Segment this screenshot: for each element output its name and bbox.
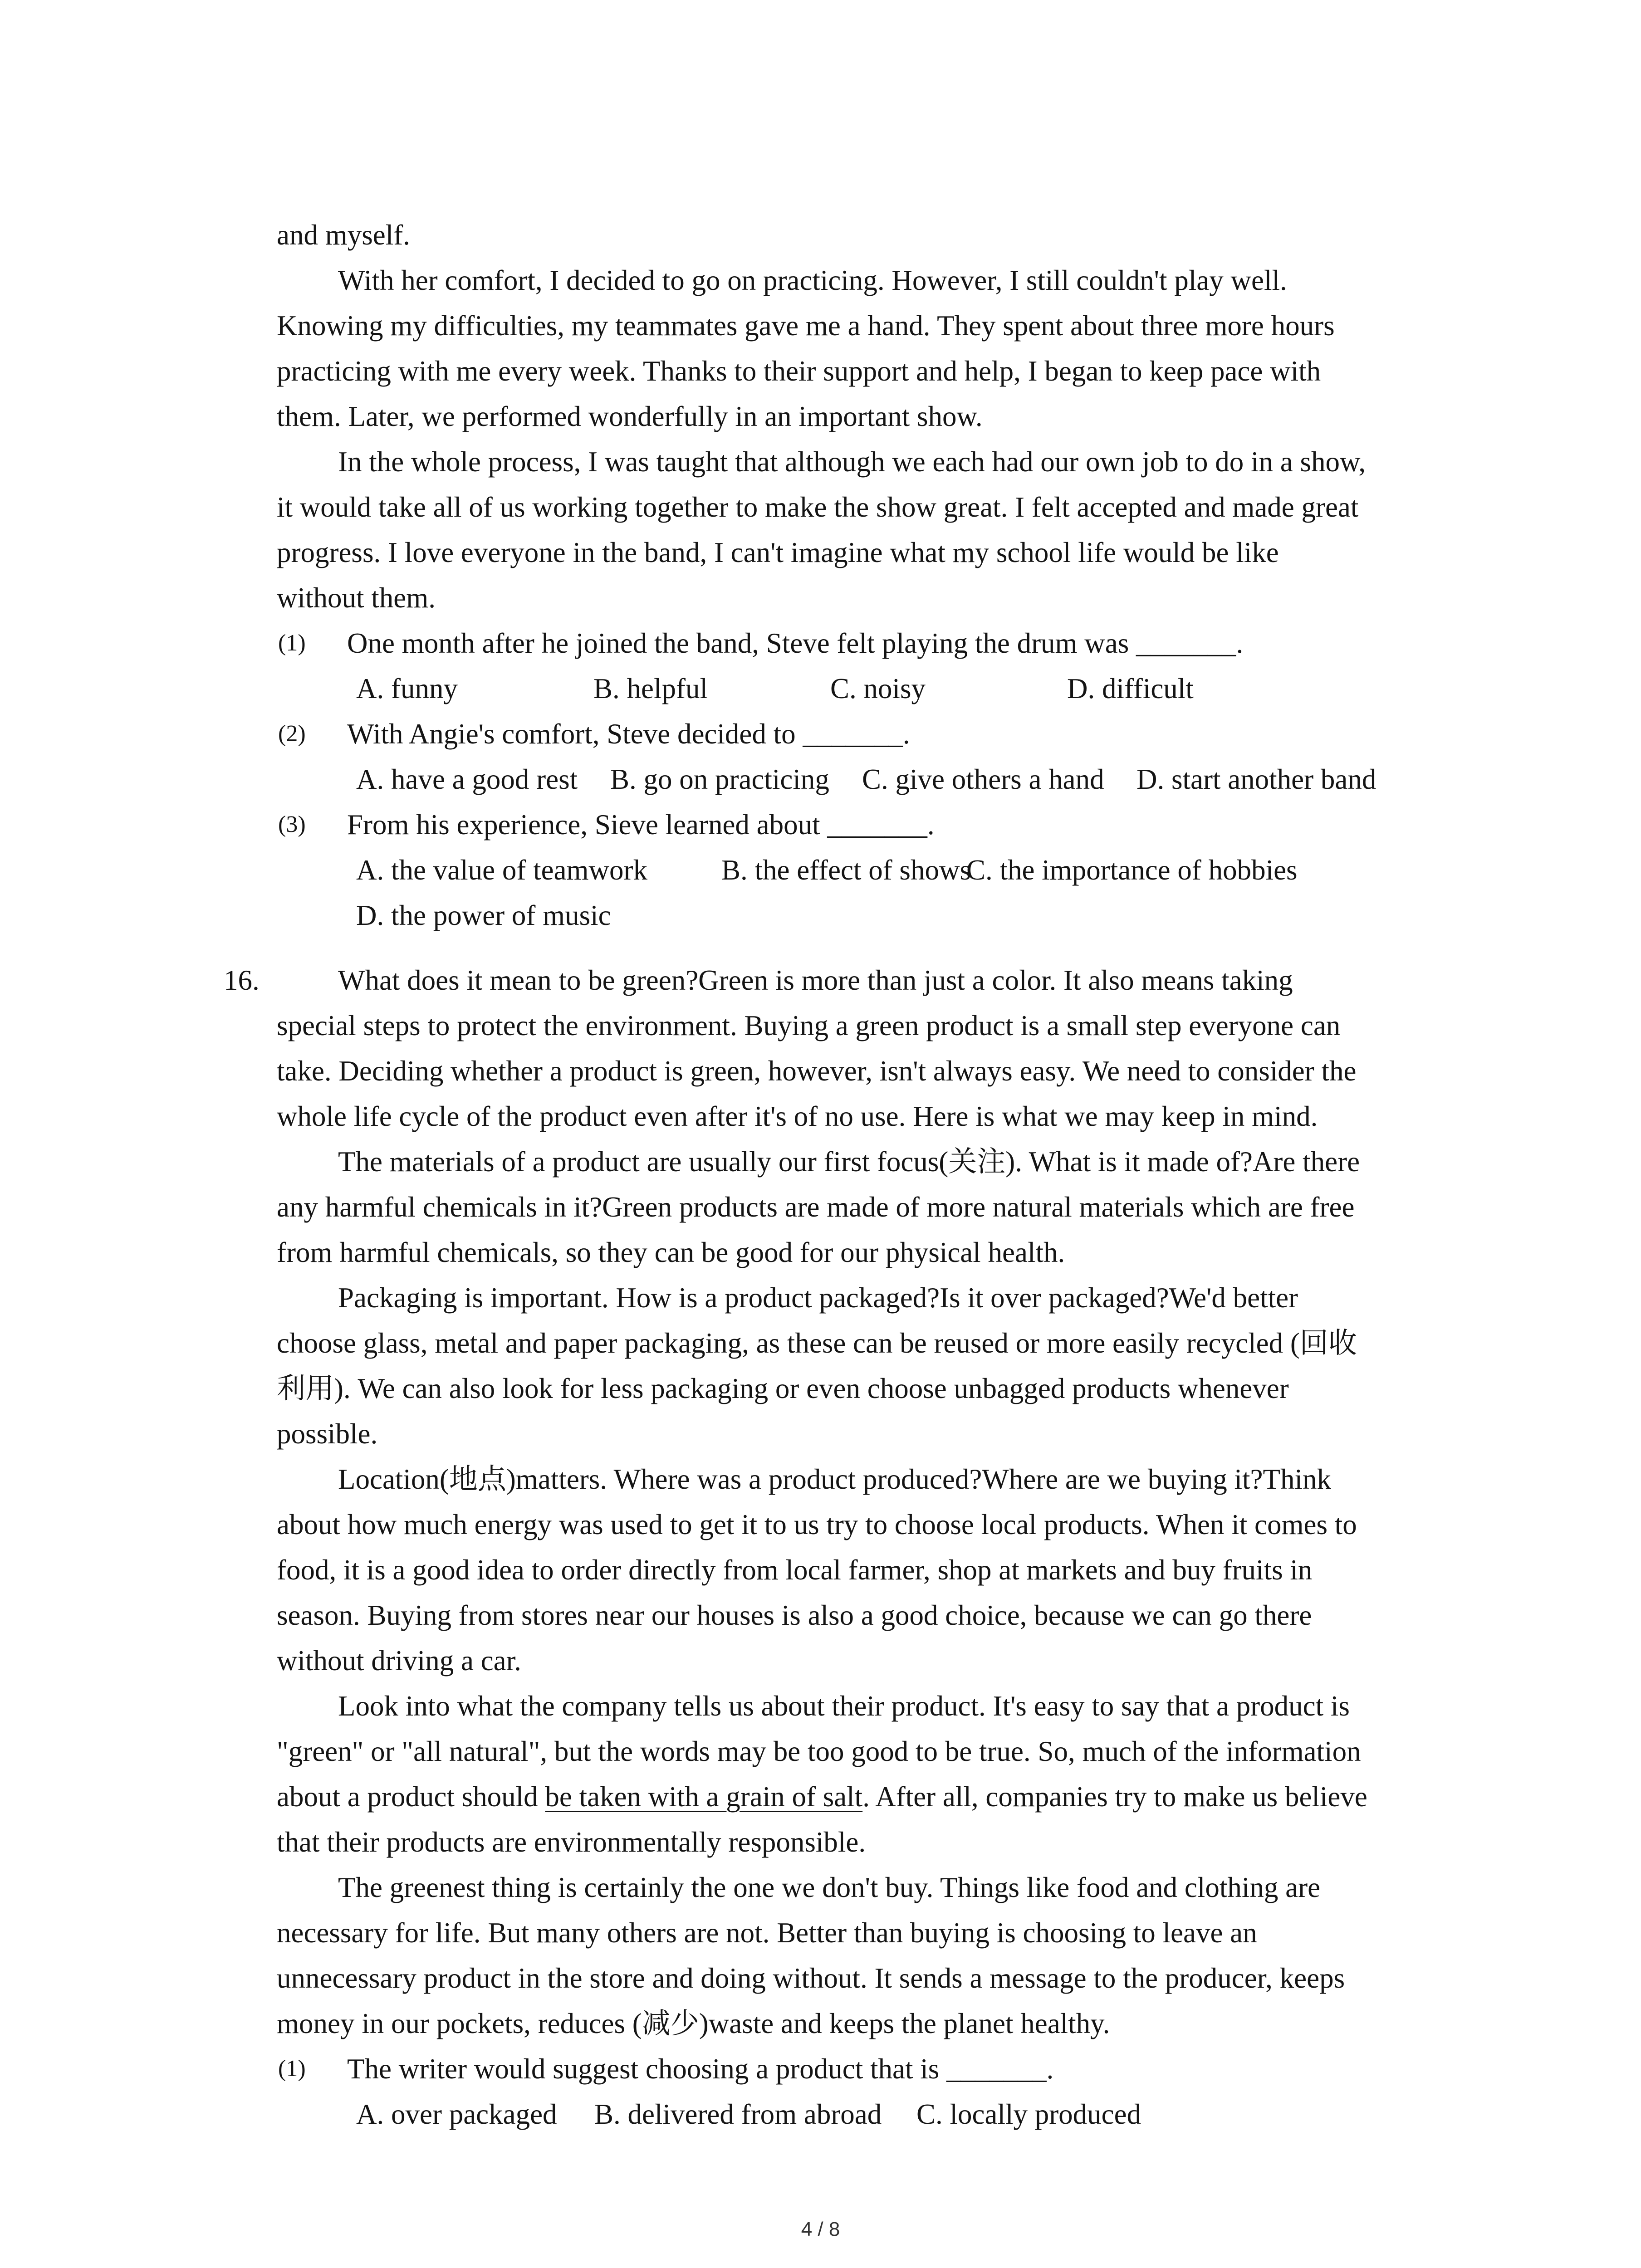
- passage-15-p3-line: it would take all of us working together to make the show great. I felt accepted and made great: [277, 491, 1359, 523]
- passage-16-p4-line: Location(地点)matters. Where was a product produced?Where are we buying it?Think: [338, 1463, 1331, 1495]
- passage-16-p2-line: from harmful chemicals, so they can be good for our physical health.: [277, 1237, 1065, 1268]
- passage-15-tail: and myself.: [277, 219, 410, 251]
- passage-16-p5-line: that their products are environmentally responsible.: [277, 1826, 866, 1858]
- question-text: One month after he joined the band, Steve felt playing the drum was _______.: [347, 627, 1244, 659]
- passage-15-p2-line: them. Later, we performed wonderfully in an important show.: [277, 401, 983, 432]
- passage-16-p2-line: any harmful chemicals in it?Green products are made of more natural materials which are free: [277, 1191, 1355, 1223]
- option-d: D. difficult: [1067, 673, 1194, 704]
- passage-16-p5-line-with-underline: [277, 1776, 1367, 1817]
- passage-16-p6-line: necessary for life. But many others are not. Better than buying is choosing to leave an: [277, 1917, 1257, 1949]
- passage-16-p2-line: The materials of a product are usually our first focus(关注). What is it made of?Are there: [338, 1146, 1360, 1178]
- passage-15-p3-line: progress. I love everyone in the band, I can't imagine what my school life would be like: [277, 537, 1279, 568]
- passage-16-p3-line: choose glass, metal and paper packaging, as these can be reused or more easily recycled (回收: [277, 1327, 1357, 1359]
- passage-15-p2-line: Knowing my difficulties, my teammates gave me a hand. They spent about three more hours: [277, 310, 1335, 342]
- passage-15-p2-line: practicing with me every week. Thanks to their support and help, I began to keep pace with: [277, 355, 1321, 387]
- passage-number: 16.: [224, 964, 260, 996]
- passage-16-p4-line: about how much energy was used to get it to us try to choose local products. When it comes to: [277, 1509, 1357, 1540]
- question-number: (3): [278, 811, 306, 837]
- passage-16-p5-line: "green" or "all natural", but the words may be too good to be true. So, much of the information: [277, 1735, 1361, 1767]
- option-d: D. start another band: [1136, 763, 1376, 795]
- passage-16-p6-line: The greenest thing is certainly the one we don't buy. Things like food and clothing are: [338, 1872, 1321, 1903]
- underlined-phrase: be taken with a grain of salt: [545, 1781, 863, 1813]
- passage-16-p1-line: take. Deciding whether a product is green, however, isn't always easy. We need to consider the: [277, 1055, 1357, 1087]
- option-b: B. go on practicing: [610, 763, 829, 795]
- option-c: C. locally produced: [916, 2098, 1141, 2130]
- passage-16-p1-line: special steps to protect the environment. Buying a green product is a small step everyone can: [277, 1010, 1341, 1041]
- passage-16-p5-line: Look into what the company tells us about their product. It's easy to say that a product is: [338, 1690, 1350, 1722]
- passage-16-p1-line: What does it mean to be green?Green is more than just a color. It also means taking: [338, 964, 1293, 996]
- option-b: B. delivered from abroad: [594, 2098, 882, 2130]
- option-a: A. the value of teamwork: [356, 854, 648, 886]
- question-text: From his experience, Sieve learned about _______.: [347, 809, 935, 841]
- option-d: D. the power of music: [356, 899, 611, 931]
- text-before-underline: about a product should: [277, 1781, 545, 1813]
- option-c: C. the importance of hobbies: [966, 854, 1298, 886]
- question-number: (1): [278, 630, 306, 656]
- option-a: A. over packaged: [356, 2098, 557, 2130]
- passage-16-p6-line: money in our pockets, reduces (减少)waste and keeps the planet healthy.: [277, 2008, 1110, 2039]
- option-b: B. the effect of shows: [721, 854, 971, 886]
- passage-16-p4-line: season. Buying from stores near our houses is also a good choice, because we can go there: [277, 1599, 1312, 1631]
- question-number: (2): [278, 721, 306, 747]
- passage-15-p2-line: With her comfort, I decided to go on practicing. However, I still couldn't play well.: [338, 264, 1287, 296]
- question-number: (1): [278, 2056, 306, 2082]
- page-number: 4 / 8: [801, 2218, 840, 2240]
- text-after-underline: . After all, companies try to make us believe: [862, 1781, 1367, 1813]
- passage-15-p3-line: without them.: [277, 582, 436, 614]
- passage-16-p4-line: without driving a car.: [277, 1645, 521, 1677]
- passage-16-p3-line: possible.: [277, 1418, 378, 1450]
- option-a: A. have a good rest: [356, 763, 578, 795]
- passage-16-p6-line: unnecessary product in the store and doing without. It sends a message to the producer, keeps: [277, 1962, 1345, 1994]
- passage-16-p1-line: whole life cycle of the product even after it's of no use. Here is what we may keep in mind.: [277, 1100, 1318, 1132]
- option-c: C. noisy: [830, 673, 926, 704]
- passage-16-p3-line: 利用). We can also look for less packaging or even choose unbagged products whenever: [277, 1373, 1289, 1404]
- passage-15-p3-line: In the whole process, I was taught that although we each had our own job to do in a show,: [338, 446, 1366, 478]
- option-b: B. helpful: [593, 673, 708, 704]
- option-a: A. funny: [356, 673, 458, 704]
- option-c: C. give others a hand: [862, 763, 1104, 795]
- question-text: With Angie's comfort, Steve decided to _______.: [347, 718, 910, 750]
- passage-16-p4-line: food, it is a good idea to order directly from local farmer, shop at markets and buy fruits in: [277, 1554, 1313, 1586]
- question-text: The writer would suggest choosing a product that is _______.: [347, 2053, 1054, 2085]
- passage-16-p3-line: Packaging is important. How is a product packaged?Is it over packaged?We'd better: [338, 1282, 1298, 1314]
